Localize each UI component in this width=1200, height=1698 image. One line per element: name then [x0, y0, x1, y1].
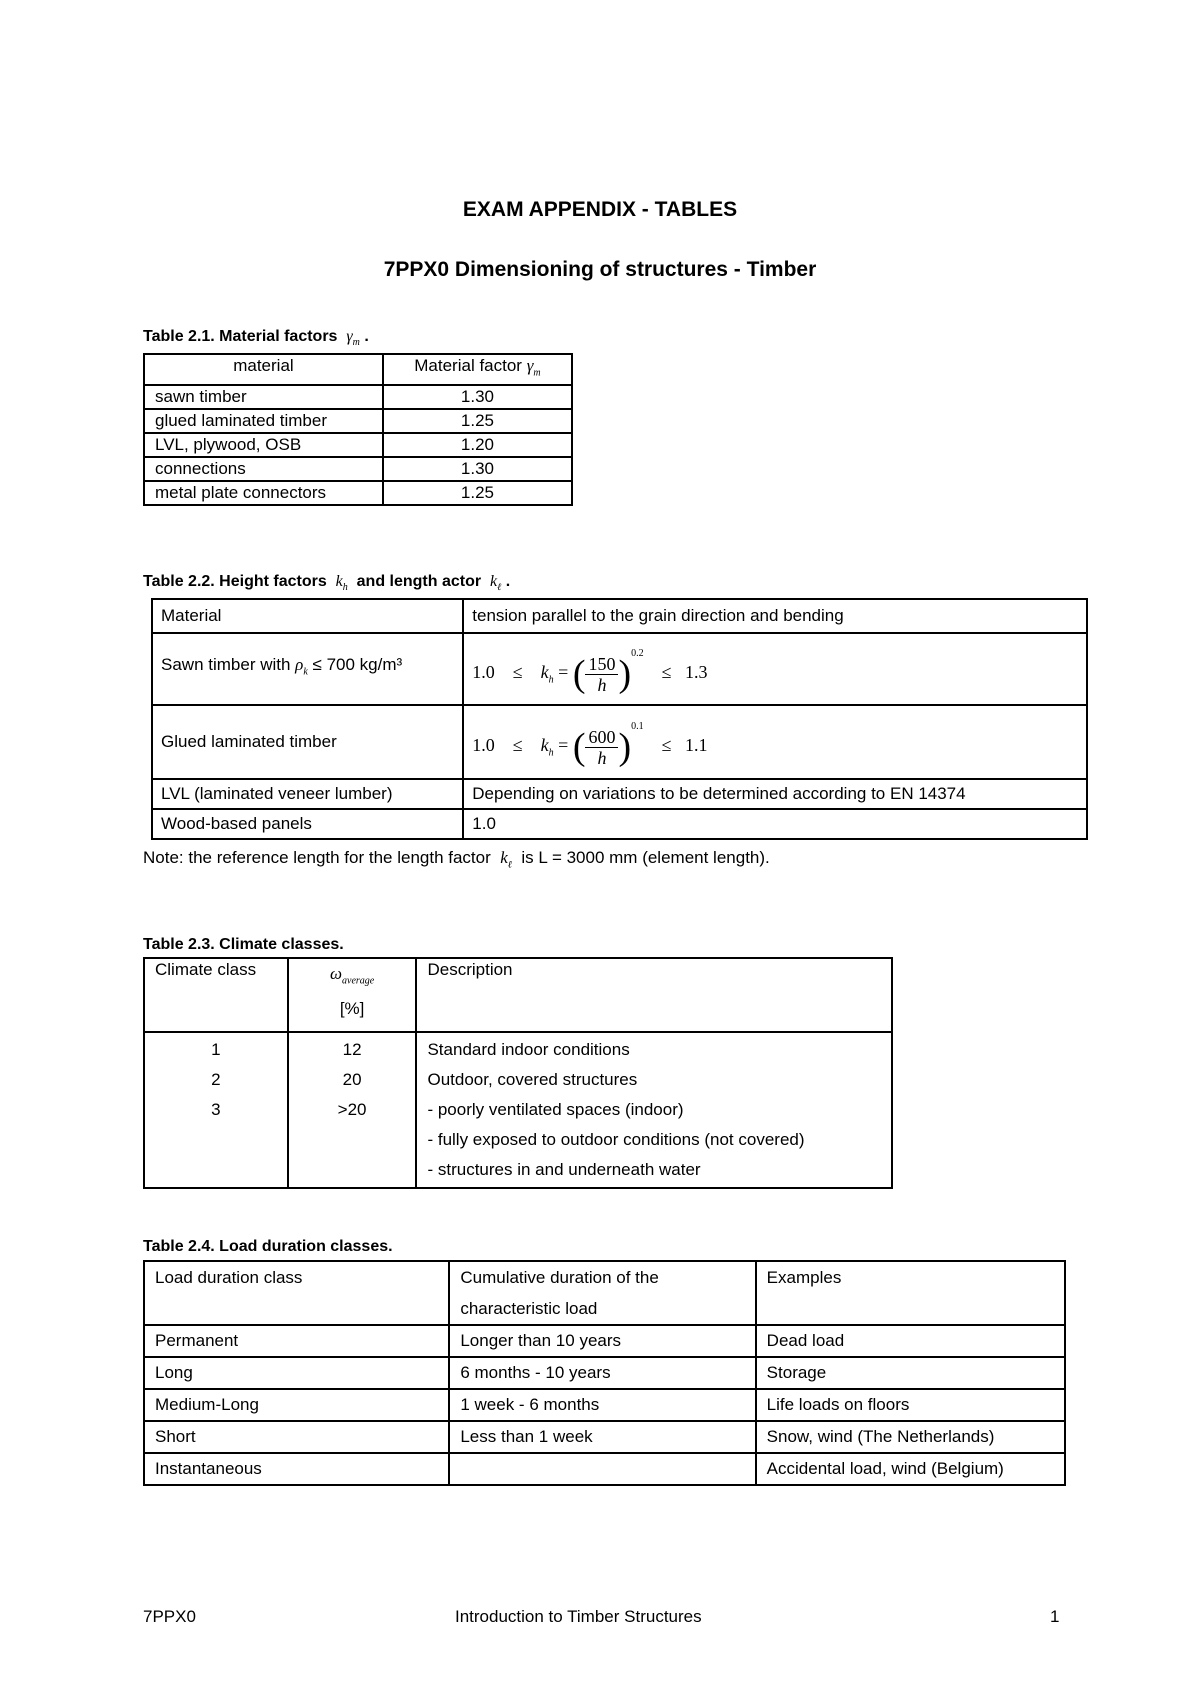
formula-glulam: 1.0 ≤ $k_h$ = ( $\frac{600}{h}$ )$^{0.1}$ ≤ 1.1 [463, 705, 1087, 779]
table4-caption: Table 2.4. Load duration classes. [143, 1238, 393, 1255]
header-material-factor: Material factor $\gamma_m$ [383, 354, 572, 385]
table-row [152, 633, 1087, 705]
formula-sawn-timber: 1.0 ≤ $k_h$ = ( $\frac{150}{h}$ )$^{0.2}$ ≤ 1.3 [463, 633, 1087, 705]
table-row: Permanent Longer than 10 years Dead load [144, 1325, 1065, 1357]
table-row [144, 385, 572, 409]
cell-factor: 1.25 [383, 481, 572, 505]
header-omega: $\omega_{average}$ [%] [288, 958, 417, 1032]
table-row [152, 779, 1087, 809]
material-factors-table [143, 353, 573, 506]
table-header-row [152, 599, 1087, 633]
cell-factor: 1.25 [383, 409, 572, 433]
table-row [144, 409, 572, 433]
table2-caption: Table 2.2. Height factors $k_h$ and length actor $k_\ell$ . [143, 573, 511, 594]
height-factors-table [151, 598, 1088, 840]
table-row [144, 457, 572, 481]
header-cumulative-duration: Cumulative duration of the characteristic load [449, 1261, 755, 1325]
footer-page-number: 1 [1050, 1607, 1060, 1626]
table-row [152, 809, 1087, 839]
cell-wood-panels-value: 1.0 [463, 809, 1087, 839]
header-property: tension parallel to the grain direction and bending [463, 599, 1087, 633]
page-subtitle: 7PPX0 Dimensioning of structures - Timber [383, 258, 817, 281]
cell-material: sawn timber [144, 385, 383, 409]
header-material: material [144, 354, 383, 385]
cell-lvl: LVL (laminated veneer lumber) [152, 779, 463, 809]
header-load-duration-class: Load duration class [144, 1261, 449, 1325]
cell-glulam: Glued laminated timber [152, 705, 463, 779]
table-row: Instantaneous Accidental load, wind (Belgium) [144, 1453, 1065, 1485]
table2-note: Note: the reference length for the length factor $k_\ell$ is L = 3000 mm (element length). [143, 848, 770, 871]
header-examples: Examples [756, 1261, 1065, 1325]
page-title: EXAM APPENDIX - TABLES [462, 198, 738, 221]
table-header-row [144, 958, 892, 1032]
footer-center: Introduction to Timber Structures [455, 1607, 702, 1626]
header-description: Description [416, 958, 892, 1032]
cell-factor: 1.30 [383, 457, 572, 481]
table-row [144, 481, 572, 505]
cell-factor: 1.20 [383, 433, 572, 457]
table-row: - fully exposed to outdoor conditions (not covered) [144, 1125, 892, 1155]
table-row [144, 433, 572, 457]
table-row: Long 6 months - 10 years Storage [144, 1357, 1065, 1389]
header-material: Material [152, 599, 463, 633]
cell-material: LVL, plywood, OSB [144, 433, 383, 457]
table1-caption: Table 2.1. Material factors $\gamma_m$ . [143, 328, 369, 349]
cell-material: glued laminated timber [144, 409, 383, 433]
cell-material: metal plate connectors [144, 481, 383, 505]
footer-left: 7PPX0 [143, 1607, 196, 1626]
table-row: - structures in and underneath water [144, 1155, 892, 1188]
table-row: 2 20 Outdoor, covered structures [144, 1065, 892, 1095]
table3-caption: Table 2.3. Climate classes. [143, 936, 344, 953]
load-duration-table [143, 1260, 1066, 1486]
table-row: Medium-Long 1 week - 6 months Life loads on floors [144, 1389, 1065, 1421]
climate-classes-table [143, 957, 893, 1189]
table-row: 1 12 Standard indoor conditions [144, 1032, 892, 1065]
table-row: Short Less than 1 week Snow, wind (The Netherlands) [144, 1421, 1065, 1453]
cell-lvl-value: Depending on variations to be determined according to EN 14374 [463, 779, 1087, 809]
table-row: 3 >20 - poorly ventilated spaces (indoor) [144, 1095, 892, 1125]
cell-factor: 1.30 [383, 385, 572, 409]
table-header-row [144, 1261, 1065, 1325]
table-row [152, 705, 1087, 779]
cell-wood-panels: Wood-based panels [152, 809, 463, 839]
cell-material: connections [144, 457, 383, 481]
header-climate-class: Climate class [144, 958, 288, 1032]
table-header-row [144, 354, 572, 385]
cell-sawn-timber: Sawn timber with $\rho_k \le 700$ kg/m³ [152, 633, 463, 705]
